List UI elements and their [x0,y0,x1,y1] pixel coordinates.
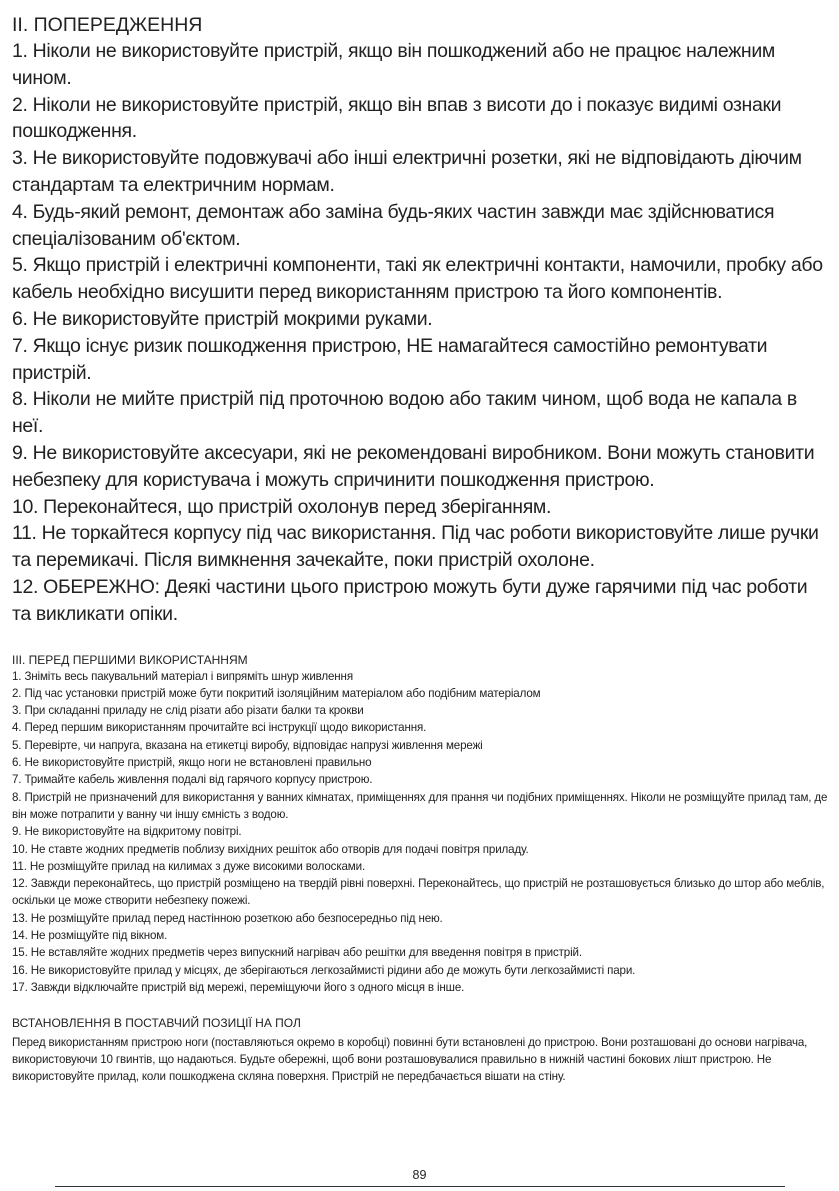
warnings-heading: II. ПОПЕРЕДЖЕННЯ [12,14,203,36]
warning-item-9: 9. Не використовуйте аксесуари, які не рекомендовані виробником. Вони можуть становити небезпеку для користувача і можуть спричинити пошкодження пристрою. [12,441,815,491]
before-use-item-2: 2. Під час установки пристрій може бути покритий ізоляційним матеріалом або подібним матеріалом [12,686,541,700]
warning-item-11: 11. Не торкайтеся корпусу під час використання. Під час роботи використовуйте лише ручки та перемикачі. Після вимкнення зачекайте, поки пристрій охолоне. [12,522,819,572]
before-use-item-5: 5. Перевірте, чи напруга, вказана на етикетці виробу, відповідає напрузі живлення мережі [12,738,483,752]
page-number: 89 [412,1168,427,1182]
warning-item-1: 1. Ніколи не використовуйте пристрій, якщо він пошкоджений або не працює належним чином. [12,40,775,89]
installation-section [12,1015,830,1085]
before-use-item-12: 12. Завжди переконайтесь, що пристрій розміщено на твердій рівні поверхні. Переконайтесь, що пристрій не розташовується близько до штор або меблів, оскільки це може створити небезпеку пожежі. [12,877,825,908]
warning-item-10: 10. Переконайтеся, що пристрій охолонув перед зберіганням. [12,495,552,518]
before-use-item-6: 6. Не використовуйте пристрій, якщо ноги не встановлені правильно [12,756,372,770]
warning-item-8: 8. Ніколи не мийте пристрій під проточною водою або таким чином, щоб вода не капала в неї. [12,388,797,438]
before-use-item-7: 7. Тримайте кабель живлення подалі від гарячого корпусу пристрою. [12,773,373,787]
warning-item-12: 12. ОБЕРЕЖНО: Деякі частини цього пристрою можуть бути дуже гарячими під час роботи та викликати опіки. [12,575,808,625]
before-use-item-16: 16. Не використовуйте прилад у місцях, де зберігаються легкозаймисті рідини або де можуть бути легкозаймисті пари. [12,963,636,977]
footer-divider [55,1186,785,1187]
warning-item-7: 7. Якщо існує ризик пошкодження пристрою, НЕ намагайтеся самостійно ремонтувати пристрій. [12,334,768,384]
before-use-item-9: 9. Не використовуйте на відкритому повітрі. [12,825,242,839]
warnings-section [12,12,830,628]
before-first-use-heading: III. ПЕРЕД ПЕРШИМИ ВИКОРИСТАННЯМ [12,652,248,667]
before-use-item-11: 11. Не розміщуйте прилад на килимах з дуже високими волосками. [12,859,366,873]
before-use-item-13: 13. Не розміщуйте прилад перед настінною розеткою або безпосередньо під нею. [12,911,443,925]
warning-item-2: 2. Ніколи не використовуйте пристрій, якщо він впав з висоти до і показує видимі ознаки пошкодження. [12,93,782,143]
warning-item-3: 3. Не використовуйте подовжувачі або інші електричні розетки, які не відповідають діючим стандартам та електричним нормам. [12,147,802,196]
warning-item-5: 5. Якщо пристрій і електричні компоненти, такі як електричні контакти, намочили, пробку або кабель необхідно висушити перед використанням пристрою та його компонентів. [12,254,823,304]
warning-item-4: 4. Будь-який ремонт, демонтаж або заміна будь-яких частин завжди має здійснюватися спеціалізованим об'єктом. [12,200,775,250]
before-use-item-3: 3. При складанні приладу не слід різати або різати балки та крокви [12,704,364,718]
before-use-item-4: 4. Перед першим використанням прочитайте всі інструкції щодо використання. [12,721,427,735]
before-use-item-14: 14. Не розміщуйте під вікном. [12,928,168,942]
before-use-item-15: 15. Не вставляйте жодних предметів через випускний нагрівач або решітки для введення повітря в пристрій. [12,946,582,960]
installation-paragraph: Перед використанням пристрою ноги (поставляються окремо в коробці) повинні бути встановлені до пристрою. Вони розташовані до основи нагрівача, використовуючи 10 гвинтів, що надаються. Будьте обережні, щоб вони розташовувалися правильно в нижній частині бокових лішт пристрою. Не використовуйте прилад, коли пошкоджена скляна поверхня. Пристрій не передбачається вішати на стіну. [12,1036,808,1084]
before-use-item-8: 8. Пристрій не призначений для використання у ванних кімнатах, приміщеннях для прання чи подібних приміщеннях. Ніколи не розміщуйте прилад там, де він може потрапити у ванну чи іншу ємність з водою. [12,790,828,821]
document-page [12,12,830,1085]
before-use-item-1: 1. Зніміть весь пакувальний матеріал і випряміть шнур живлення [12,669,353,683]
warning-item-6: 6. Не використовуйте пристрій мокрими руками. [12,307,433,330]
installation-heading: ВСТАНОВЛЕННЯ В ПОСТАВЧИЙ ПОЗИЦІЇ НА ПОЛ [12,1016,301,1031]
before-use-item-17: 17. Завжди відключайте пристрій від мережі, переміщуючи його з одного місця в інше. [12,980,465,994]
before-use-item-10: 10. Не ставте жодних предметів поблизу вихідних решіток або отворів для подачі повітря приладу. [12,842,529,856]
before-first-use-section [12,652,830,997]
